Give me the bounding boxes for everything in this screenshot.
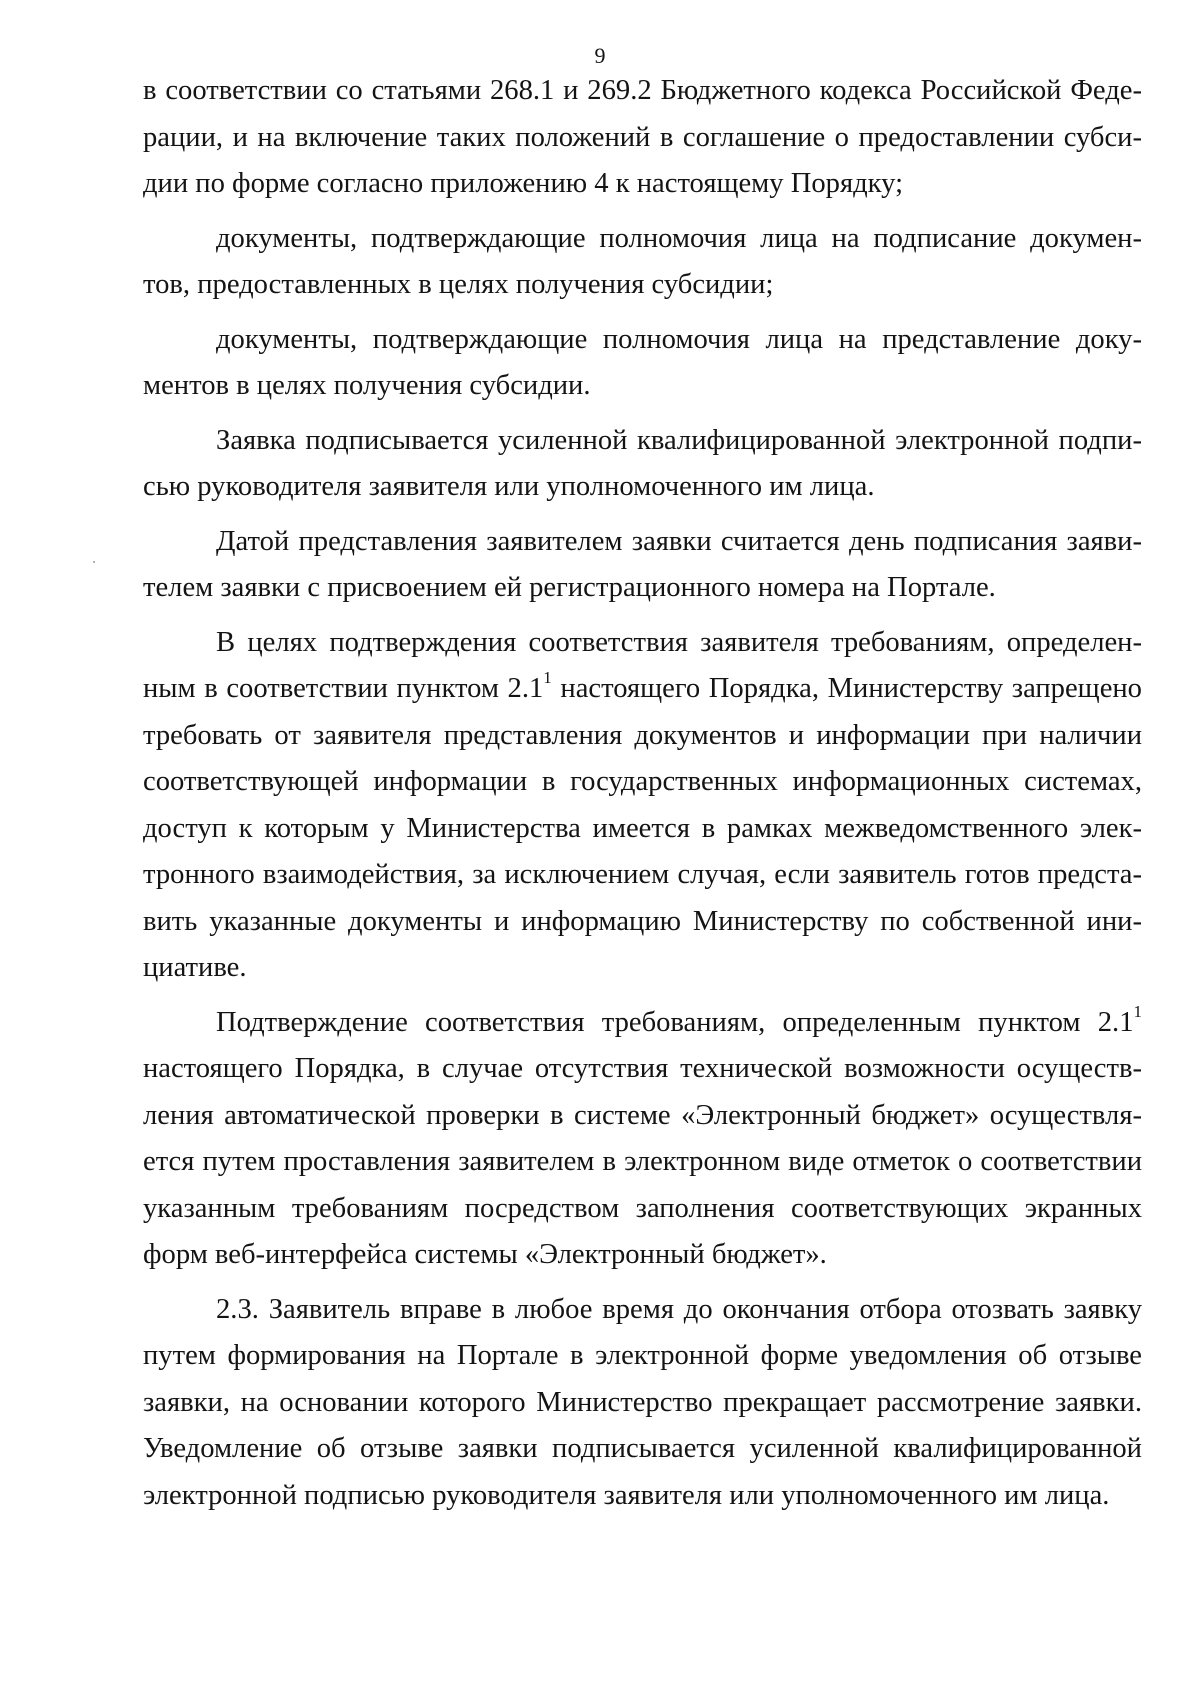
superscript: 1	[543, 668, 552, 688]
text-line: доступ к которым у Министерства имеется в рамках межведомственного элек-	[143, 812, 1142, 844]
text-line: циативе.	[143, 952, 247, 983]
text-line: ментов в целях получения субсидии.	[143, 370, 591, 401]
text-line: требовать от заявителя представления документов и информации при наличии	[143, 719, 1142, 751]
text-line: тронного взаимодействия, за исключением случая, если заявитель готов предста-	[143, 859, 1142, 890]
text-line: телем заявки с присвоением ей регистрационного номера на Портале.	[143, 572, 996, 603]
text-line: путем формирования на Портале в электронной форме уведомления об отзыве	[143, 1340, 1142, 1371]
paragraph	[143, 1000, 1142, 1279]
text-line: электронной подписью руководителя заявителя или уполномоченного им лица.	[143, 1479, 1110, 1511]
text-line: Уведомление об отзыве заявки подписывается усиленной квалифицированной	[143, 1433, 1142, 1464]
text-line: Датой представления заявителем заявки считается день подписания заяви-	[216, 525, 1142, 557]
text-line: рации, и на включение таких положений в соглашение о предоставлении субси-	[143, 121, 1142, 153]
text-line: указанным требованиям посредством заполнения соответствующих экранных	[143, 1192, 1142, 1224]
text-line: Заявка подписывается усиленной квалифицированной электронной подпи-	[216, 424, 1142, 456]
text-line: документы, подтверждающие полномочия лица на подписание докумен-	[216, 222, 1142, 254]
text-line: заявки, на основании которого Министерство прекращает рассмотрение заявки.	[143, 1386, 1142, 1418]
text-line: в соответствии со статьями 268.1 и 269.2 Бюджетного кодекса Российской Феде-	[143, 75, 1142, 106]
text-line: В целях подтверждения соответствия заявителя требованиям, определен-	[216, 626, 1142, 658]
text-line	[143, 666, 1142, 713]
text-line: тов, предоставленных в целях получения субсидии;	[143, 269, 774, 300]
text-line: сью руководителя заявителя или уполномоченного им лица.	[143, 471, 875, 502]
paragraph	[143, 1287, 1142, 1520]
text-line: настоящего Порядка, в случае отсутствия технической возможности осуществ-	[143, 1053, 1142, 1084]
text-line: соответствующей информации в государственных информационных системах,	[143, 766, 1142, 797]
text-segment: настоящего Порядка, Министерству запрещено	[551, 673, 1142, 704]
paragraph	[143, 216, 1142, 309]
margin-mark	[93, 561, 95, 563]
text-line: ления автоматической проверки в системе «Электронный бюджет» осуществля-	[143, 1099, 1142, 1131]
paragraph	[143, 317, 1142, 410]
text-line: 2.3. Заявитель вправе в любое время до окончания отбора отозвать заявку	[216, 1293, 1142, 1325]
text-segment: ным в соответствии пунктом 2.1	[143, 673, 544, 704]
text-line	[143, 1000, 1142, 1047]
superscript: 1	[1133, 1001, 1142, 1021]
text-line: ется путем проставления заявителем в электронном виде отметок о соответствии	[143, 1146, 1142, 1177]
text-segment: Подтверждение соответствия требованиям, определенным пунктом 2.1	[216, 1006, 1134, 1038]
paragraph	[143, 620, 1142, 992]
paragraph	[143, 519, 1142, 612]
text-line: дии по форме согласно приложению 4 к настоящему Порядку;	[143, 168, 904, 199]
document-body	[143, 68, 1142, 1519]
text-line: форм веб-интерфейса системы «Электронный бюджет».	[143, 1239, 827, 1270]
page-number: 9	[594, 43, 606, 68]
paragraph	[143, 68, 1142, 208]
paragraph	[143, 418, 1142, 511]
text-line: вить указанные документы и информацию Министерству по собственной ини-	[143, 905, 1142, 937]
text-line: документы, подтверждающие полномочия лица на представление доку-	[216, 323, 1142, 355]
